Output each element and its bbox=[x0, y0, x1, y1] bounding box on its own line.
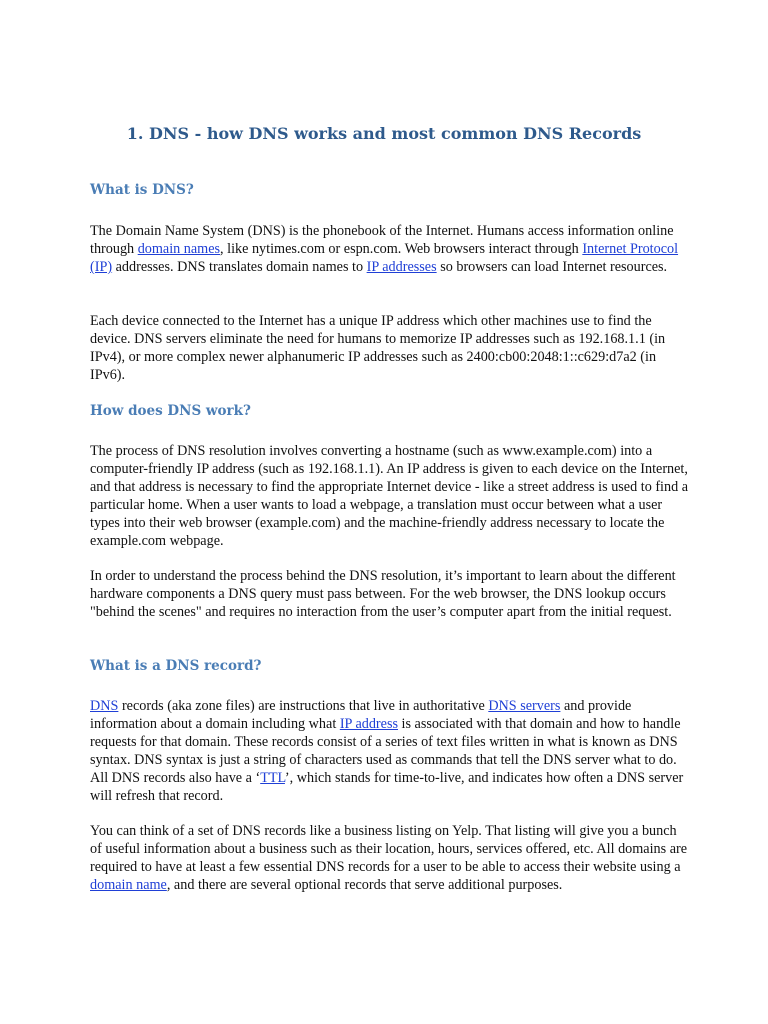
text: and provide information about a domain including what bbox=[90, 698, 632, 732]
text: addresses. DNS translates domain names to bbox=[112, 259, 367, 275]
text: The Domain Name System (DNS) is the phonebook of the Internet. Humans access information online through bbox=[90, 223, 674, 257]
link-domain-name[interactable]: domain name bbox=[90, 877, 167, 893]
link-dns-servers[interactable]: DNS servers bbox=[488, 698, 561, 714]
text: ’, which stands for time-to-live, and indicates how often a DNS server will refresh that record. bbox=[90, 770, 684, 804]
link-domain-names[interactable]: domain names bbox=[137, 241, 221, 257]
link-internet-protocol[interactable]: Internet Protocol (IP) bbox=[90, 241, 679, 275]
link-ip-address[interactable]: IP address bbox=[339, 716, 398, 732]
section-heading-dns-record: What is a DNS record? bbox=[90, 658, 262, 674]
link-ip-addresses[interactable]: IP addresses bbox=[366, 259, 437, 275]
link-dns[interactable]: DNS bbox=[90, 698, 119, 714]
paragraph-unique-ip: Each device connected to the Internet has a unique IP address which other machines use to find the device. DNS servers eliminate the need for humans to memorize IP addresses such as 192.168.1.1 (in IPv4), or more complex newer alphanumeric IP addresses such as 2400:cb00:2048:1::c629:d7a2 (in IPv6). bbox=[90, 313, 666, 383]
text: You can think of a set of DNS records like a business listing on Yelp. That listing will give you a bunch of useful information about a business such as their location, hours, services offered, etc. All domains are required to have at least a few essential DNS records for a user to be able to access their website using a bbox=[90, 823, 688, 875]
section-heading-what-is-dns: What is DNS? bbox=[90, 182, 194, 198]
paragraph-hardware-components: In order to understand the process behind the DNS resolution, it’s important to learn about the different hardware components a DNS query must pass between. For the web browser, the DNS lookup occurs "behind the scenes" and requires no interaction from the user’s computer apart from the initial request. bbox=[90, 568, 676, 620]
text: so browsers can load Internet resources. bbox=[436, 259, 668, 275]
page-title: 1. DNS - how DNS works and most common DNS Records bbox=[126, 124, 642, 143]
paragraph-dns-resolution: The process of DNS resolution involves converting a hostname (such as www.example.com) into a computer-friendly IP address (such as 192.168.1.1). An IP address is given to each device on the Internet, and that address is necessary to find the appropriate Internet device - like a street address is used to find a particular home. When a user wants to load a webpage, a translation must occur between what a user types into their web browser (example.com) and the machine-friendly address necessary to locate the example.com webpage. bbox=[90, 443, 689, 549]
text: , like nytimes.com or espn.com. Web browsers interact through bbox=[220, 241, 583, 257]
paragraph-yelp-analogy bbox=[90, 822, 690, 894]
link-ttl[interactable]: TTL bbox=[260, 770, 285, 786]
text: , and there are several optional records that serve additional purposes. bbox=[166, 877, 563, 893]
section-heading-how-dns-works: How does DNS work? bbox=[90, 403, 251, 419]
text: is associated with that domain and how to handle requests for that domain. These records consist of a series of text files written in what is known as DNS syntax. DNS syntax is just a string of characters used as commands that tell the DNS server what to do. All DNS records also have a ‘ bbox=[90, 716, 681, 786]
text: records (aka zone files) are instructions that live in authoritative bbox=[118, 698, 489, 714]
paragraph-dns-intro bbox=[90, 222, 690, 276]
paragraph-dns-records bbox=[90, 697, 690, 805]
